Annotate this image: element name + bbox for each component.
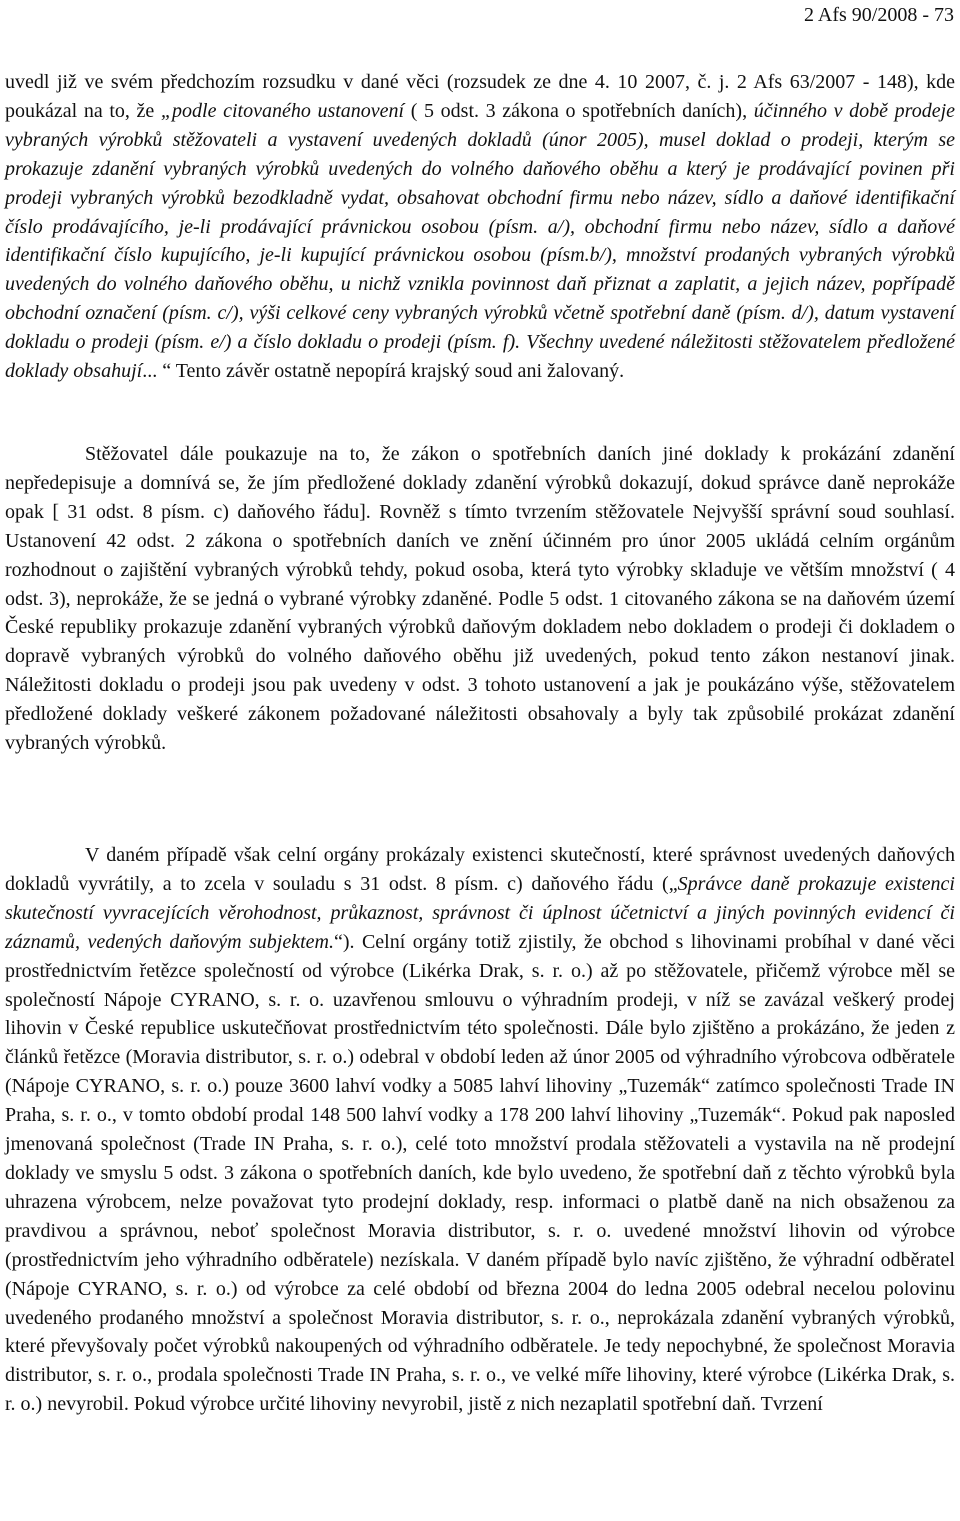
paragraph-1-quote-start: „podle citovaného ustanovení <box>160 99 405 122</box>
page-header: 2 Afs 90/2008 - 73 <box>804 4 954 26</box>
paragraph-1-text-b: ... “ Tento závěr ostatně nepopírá krajský soud ani žalovaný. <box>142 360 625 383</box>
paragraph-3-text-a: V daném případě však celní orgány prokázaly existenci skutečností, které správnost uvedených daňových dokladů vyvrátily, a to zcela v souladu s 31 odst. 8 písm. c) daňového řádu („ <box>5 844 955 895</box>
paragraph-1-reference: ( 5 odst. 3 zákona o spotřebních daních), <box>404 99 754 122</box>
paragraph-1-quote: účinného v době prodeje vybraných výrobků stěžovateli a vystavení uvedených dokladů (únor 2005), musel doklad o prodeji, kterým se prokazuje zdanění vybraných výrobků uvedených do volného daňového oběhu a který je prodávající povinen při prodeji vybraných výrobků bezodkladně vydat, obsahovat obchodní firmu nebo název, sídlo a daňové identifikační číslo prodávajícího, je-li prodávající právnickou osobou (písm. a/), obchodní firmu nebo název, sídlo a daňové identifikační číslo kupujícího, je-li kupující právnickou osobou (písm.b/), množství prodaných vybraných výrobků uvedených do volného daňového oběhu, u nichž vznikla povinnost daň přiznat a zaplatit, a jejich název, popřípadě obchodní označení (písm. c/), výši celkové ceny vybraných výrobků včetně spotřební daně (písm. d/), datum vystavení dokladu o prodeji (písm. e/) a číslo dokladu o prodeji (písm. f). Všechny uvedené náležitosti stěžovatelem předložené doklady obsahují <box>5 99 956 383</box>
paragraph-2: Stěžovatel dále poukazuje na to, že zákon o spotřebních daních jiné doklady k prokázání zdanění nepředepisuje a domnívá se, že jím předložené doklady zdanění výrobků dokazují, dokud správce daně neprokáže opak [ 31 odst. 8 písm. c) daňového řádu]. Rovněž s tímto tvrzením stěžovatele Nejvyšší správní soud souhlasí. Ustanovení 42 odst. 2 zákona o spotřebních daních ve znění účinném pro únor 2005 ukládá celním orgánům rozhodnout o zajištění vybraných výrobků tehdy, pokud osoba, která tyto výrobky skladuje ve větším množství ( 4 odst. 3), neprokáže, že se jedná o vybrané výrobky zdaněné. Podle 5 odst. 1 citovaného zákona se na daňovém území České republiky prokazuje zdanění vybraných výrobků daňovým dokladem nebo dokladem o prodeji či dokladem o dopravě vybraných výrobků do volného daňového oběhu již uvedených, pokud tento zákon nestanoví jinak. Náležitosti dokladu o prodeji jsou pak uvedeny v odst. 3 tohoto ustanovení a jak je poukázáno výše, stěžovatelem předložené doklady veškeré zákonem požadované náležitosti obsahovaly a byly tak způsobilé prokázat zdanění vybraných výrobků. <box>5 443 955 755</box>
paragraph-3-text-b: “). Celní orgány totiž zjistily, že obchod s lihovinami probíhal v dané věci prostřednictvím řetězce společností od výrobce (Likérka Drak, s. r. o.) až po stěžovatele, přičemž výrobce měl se společností Nápoje CYRANO, s. r. o. uzavřenou smlouvu o výhradním prodeji, v níž se zavázal veškerý prodej lihovin v České republice uskutečňovat prostřednictvím této společnosti. Dále bylo zjištěno a prokázáno, že jeden z článků řetězce (Moravia distributor, s. r. o.) odebral v období leden až únor 2005 od výhradního výrobcova odběratele (Nápoje CYRANO, s. r. o.) pouze 3600 lahví vodky a 5085 lahví lihoviny „Tuzemák“ zatímco společnosti Trade IN Praha, s. r. o., v tomto období prodal 148 500 lahví vodky a 178 200 lahví lihoviny „Tuzemák“. Pokud pak naposled jmenovaná společnost (Trade IN Praha, s. r. o.), celé toto množství prodala stěžovateli a vystavila na ně prodejní doklady ve smyslu 5 odst. 3 zákona o spotřebních daních, kde bylo uvedeno, že spotřební daň z těchto výrobků byla uhrazena výrobcem, nelze považovat tyto prodejní doklady, resp. informaci o platbě daně na nich obsaženou za pravdivou a správnou, neboť společnost Moravia distributor, s. r. o. uvedené množství lihovin od výrobce (prostřednictvím jeho výhradního odběratele) nezískala. V daném případě bylo navíc zjištěno, že výhradní odběratel (Nápoje CYRANO, s. r. o.) od výrobce za celé období od března 2004 do ledna 2005 odebral necelou polovinu uvedeného prodaného množství a společnost Moravia distributor, s. r. o., neprokázala zdanění vybraných výrobků, které převyšovaly počet výrobků nakoupených od výhradního odběratele. Je tedy nepochybné, že společnost Moravia distributor, s. r. o., prodala společnosti Trade IN Praha, s. r. o., ve velké míře lihoviny, které výrobce (Likérka Drak, s. r. o.) nevyrobil. Pokud výrobce určité lihoviny nevyrobil, jistě z nich nezaplatil spotřební daň. Tvrzení <box>5 930 956 1416</box>
paragraph-3-quote: Správce daně prokazuje existenci skutečností vyvracejících věrohodnost, průkaznost, správnost či úplnost účetnictví a jiných povinných evidencí či záznamů, vedených daňovým subjektem. <box>5 872 955 953</box>
paragraph-3 <box>5 841 955 1419</box>
paragraph-1-text-a: uvedl již ve svém předchozím rozsudku v dané věci (rozsudek ze dne 4. 10 2007, č. j. 2 Afs 63/2007 - 148), kde poukázal na to, že <box>5 71 955 122</box>
paragraph-1 <box>5 68 955 386</box>
